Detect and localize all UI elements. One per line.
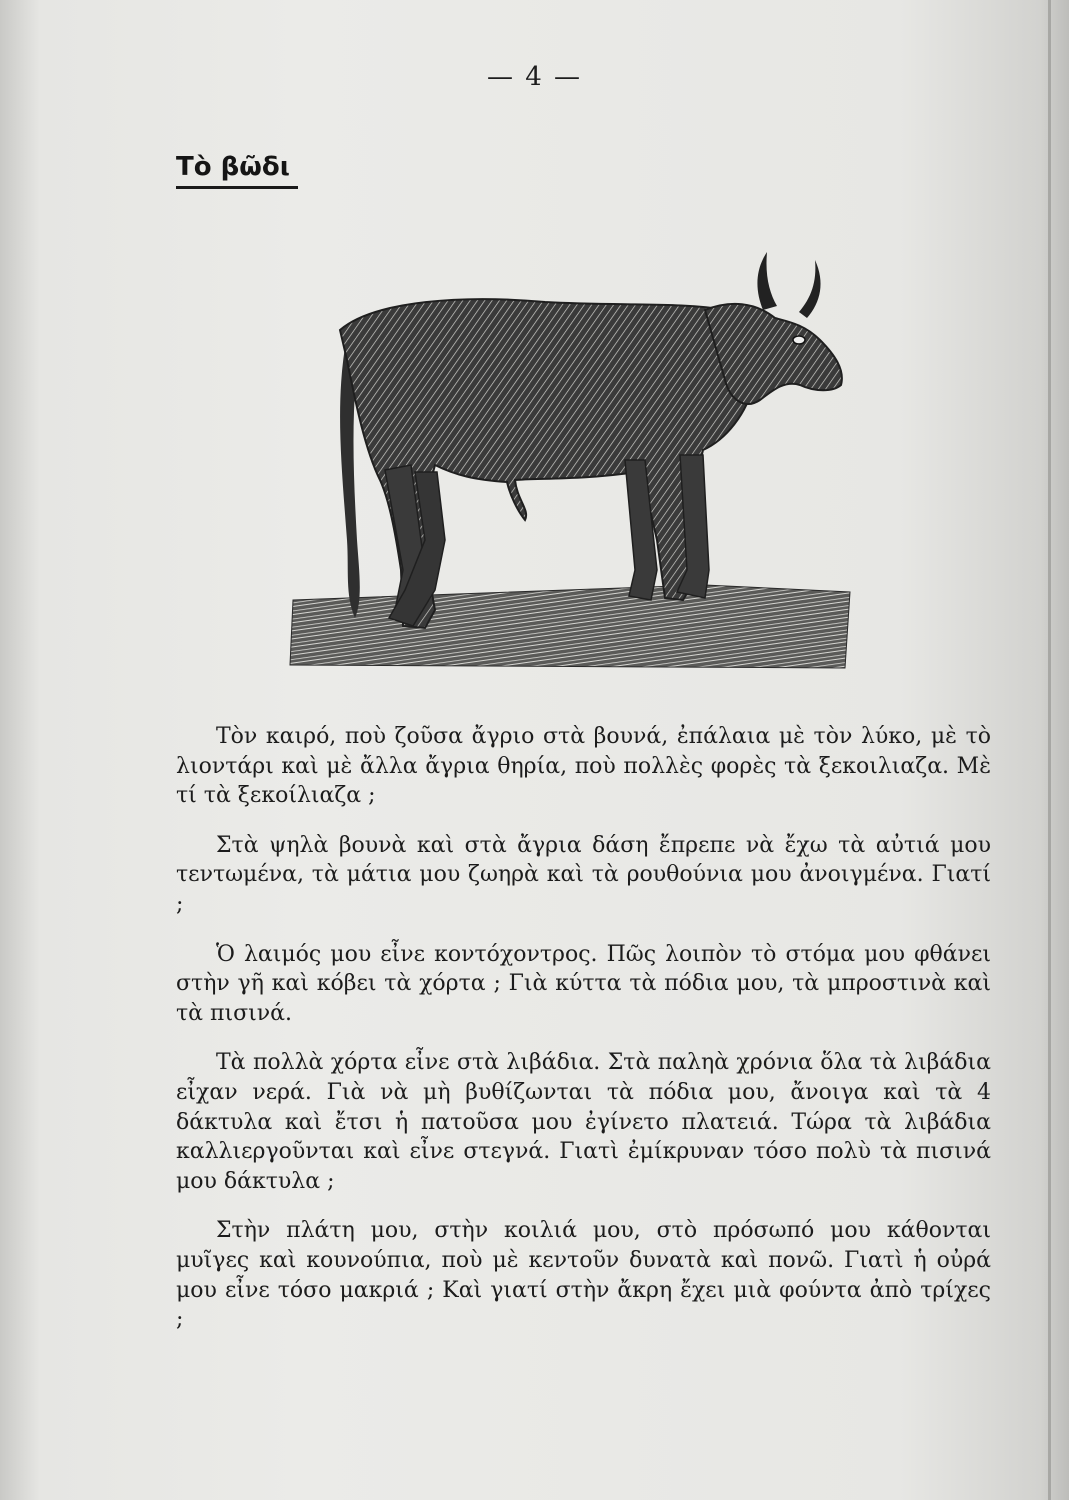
paragraph: Στὴν πλάτη μου, στὴν κοιλιά μου, στὸ πρόσωπό μου κάθονται μυῖγες καὶ κουνούπια, ποὺ μὲ κεντοῦν δυνατὰ καὶ πονῶ. Γιατὶ ἡ οὐρά μου εἶνε τόσο μακριά ; Καὶ γιατί στὴν ἄκρη ἔχει μιὰ φούντα ἀπὸ τρίχες ;: [176, 1218, 991, 1333]
paragraph: Τὸν καιρό, ποὺ ζοῦσα ἄγριο στὰ βουνά, ἐπάλαια μὲ τὸν λύκο, μὲ τὸ λιοντάρι καὶ μὲ ἄλλα ἄγρια θηρία, ποὺ πολλὲς φορὲς τὰ ξεκοιλιαζα. Μὲ τί τὰ ξεκοίλιαζα ;: [176, 724, 991, 809]
page-number: — 4 —: [486, 62, 583, 92]
page-title: Τὸ βῶδι: [176, 152, 298, 189]
body-text: [176, 722, 991, 1355]
ox-illustration-icon: [285, 240, 855, 670]
paragraph: Ὁ λαιμός μου εἶνε κοντόχοντρος. Πῶς λοιπὸν τὸ στόμα μου φθάνει στὴν γῆ καὶ κόβει τὰ χόρτα ; Γιὰ κύττα τὰ πόδια μου, τὰ μπροστινὰ καὶ τὰ πισινά.: [176, 941, 991, 1026]
paragraph: Στὰ ψηλὰ βουνὰ καὶ στὰ ἄγρια δάση ἔπρεπε νὰ ἔχω τὰ αὐτιά μου τεντωμένα, τὰ μάτια μου ζωηρὰ καὶ τὰ ρουθούνια μου ἀνοιγμένα. Γιατί ;: [176, 832, 991, 917]
page-binding-edge: [1048, 0, 1051, 1500]
paragraph: Τὰ πολλὰ χόρτα εἶνε στὰ λιβάδια. Στὰ παληὰ χρόνια ὅλα τὰ λιβάδια εἶχαν νερά. Γιὰ νὰ μὴ βυθίζωνται τὰ πόδια μου, ἄνοιγα καὶ τὰ 4 δάκτυλα καὶ ἔτσι ἡ πατοῦσα μου ἐγίνετο πλατειά. Τώρα τὰ λιβάδια καλλιεργοῦνται καὶ εἶνε στεγνά. Γιατὶ ἐμίκρυναν τόσο πολὺ τὰ πισινά μου δάκτυλα ;: [176, 1050, 991, 1194]
